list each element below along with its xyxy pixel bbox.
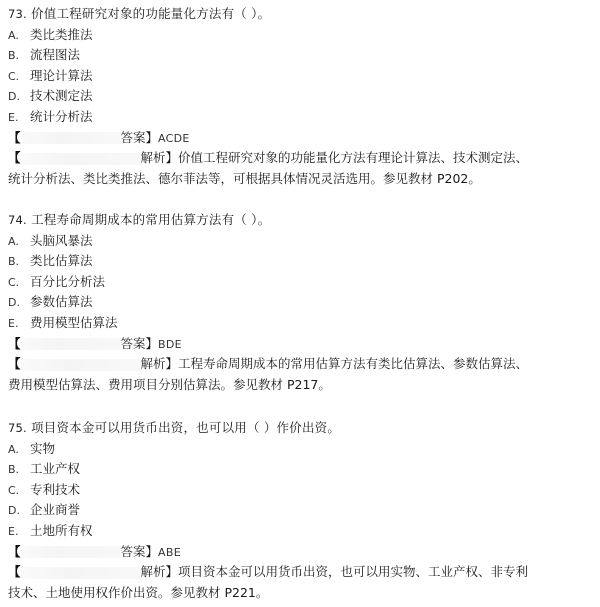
option-a [8, 439, 592, 460]
question-stem [8, 4, 592, 25]
question-number: 74. [8, 213, 27, 227]
option-e [8, 107, 592, 128]
option-text: 实物 [30, 440, 56, 456]
option-letter: A. [8, 442, 19, 456]
analysis-label: 解析】 [140, 150, 179, 166]
question-stem [8, 418, 592, 439]
answer-line [8, 128, 592, 149]
option-text: 企业商誉 [30, 502, 81, 518]
option-letter: C. [8, 275, 20, 289]
analysis-text: 费用模型估算法、费用项目分别估算法。参见教材 P217。 [8, 376, 331, 392]
analysis-label: 解析】 [140, 564, 179, 580]
analysis-open-bracket: 【 [8, 564, 21, 580]
analysis-text: 工程寿命周期成本的常用估算方法有类比估算法、参数估算法、 [178, 356, 529, 372]
answer-label: 答案】 [120, 129, 159, 145]
option-letter: B. [8, 255, 20, 269]
question-block-74 [8, 210, 592, 395]
answer-open-bracket: 【 [8, 543, 21, 559]
option-text: 流程图法 [30, 47, 81, 63]
option-letter: D. [8, 90, 20, 104]
option-letter: E. [8, 110, 19, 124]
question-block-75 [8, 418, 592, 603]
analysis-line-1 [8, 148, 592, 169]
option-letter: D. [8, 504, 20, 518]
analysis-open-bracket: 【 [8, 356, 21, 372]
question-text: 项目资本金可以用货币出资，也可以用（ ）作价出资。 [31, 420, 341, 435]
analysis-line-2 [8, 375, 592, 396]
answer-open-bracket: 【 [8, 335, 21, 351]
analysis-line-2 [8, 583, 592, 604]
option-letter: C. [8, 483, 20, 497]
question-number: 75. [8, 421, 27, 435]
answer-label: 答案】 [120, 543, 159, 559]
redaction-mask [21, 359, 141, 371]
redaction-mask [21, 153, 141, 165]
analysis-open-bracket: 【 [8, 150, 21, 166]
option-d [8, 500, 592, 521]
answer-line [8, 542, 592, 563]
question-number: 73. [8, 7, 27, 21]
option-letter: A. [8, 28, 19, 42]
question-stem [8, 210, 592, 231]
analysis-text: 价值工程研究对象的功能量化方法有理论计算法、技术测定法、 [178, 150, 529, 166]
option-letter: E. [8, 524, 19, 538]
option-text: 类比类推法 [30, 26, 93, 42]
option-d [8, 86, 592, 107]
answer-value: ABE [158, 545, 181, 559]
option-b [8, 251, 592, 272]
answer-label: 答案】 [120, 335, 159, 351]
option-text: 头脑风暴法 [30, 232, 93, 248]
option-a [8, 231, 592, 252]
answer-value: BDE [158, 337, 182, 351]
redaction-mask [21, 338, 121, 350]
option-letter: E. [8, 316, 19, 330]
option-text: 专利技术 [30, 481, 81, 497]
option-c [8, 66, 592, 87]
analysis-text: 项目资本金可以用货币出资，也可以用实物、工业产权、非专利 [178, 564, 529, 580]
option-letter: C. [8, 69, 20, 83]
option-text: 费用模型估算法 [30, 314, 118, 330]
option-text: 参数估算法 [30, 294, 93, 310]
analysis-line-2 [8, 169, 592, 190]
option-d [8, 292, 592, 313]
question-text: 价值工程研究对象的功能量化方法有（ ）。 [31, 6, 271, 21]
redaction-mask [21, 546, 121, 558]
question-text: 工程寿命周期成本的常用估算方法有（ ）。 [31, 212, 271, 227]
analysis-line-1 [8, 562, 592, 583]
option-text: 统计分析法 [30, 108, 93, 124]
redaction-mask [21, 567, 141, 579]
analysis-line-1 [8, 354, 592, 375]
option-text: 技术测定法 [30, 88, 93, 104]
option-text: 理论计算法 [30, 67, 93, 83]
option-text: 百分比分析法 [30, 273, 106, 289]
option-text: 土地所有权 [30, 522, 93, 538]
option-text: 类比估算法 [30, 253, 93, 269]
option-letter: B. [8, 463, 20, 477]
option-b [8, 459, 592, 480]
option-letter: A. [8, 234, 19, 248]
answer-line [8, 334, 592, 355]
option-b [8, 45, 592, 66]
option-c [8, 272, 592, 293]
question-block-73 [8, 4, 592, 189]
option-text: 工业产权 [30, 461, 81, 477]
redaction-mask [21, 132, 121, 144]
option-a [8, 25, 592, 46]
answer-open-bracket: 【 [8, 129, 21, 145]
option-letter: B. [8, 49, 20, 63]
option-e [8, 521, 592, 542]
analysis-text: 技术、土地使用权作价出资。参见教材 P221。 [8, 584, 269, 600]
option-e [8, 313, 592, 334]
option-c [8, 480, 592, 501]
analysis-label: 解析】 [140, 356, 179, 372]
analysis-text: 统计分析法、类比类推法、德尔菲法等，可根据具体情况灵活选用。参见教材 P202。 [8, 170, 481, 186]
answer-value: ACDE [158, 131, 190, 145]
option-letter: D. [8, 296, 20, 310]
